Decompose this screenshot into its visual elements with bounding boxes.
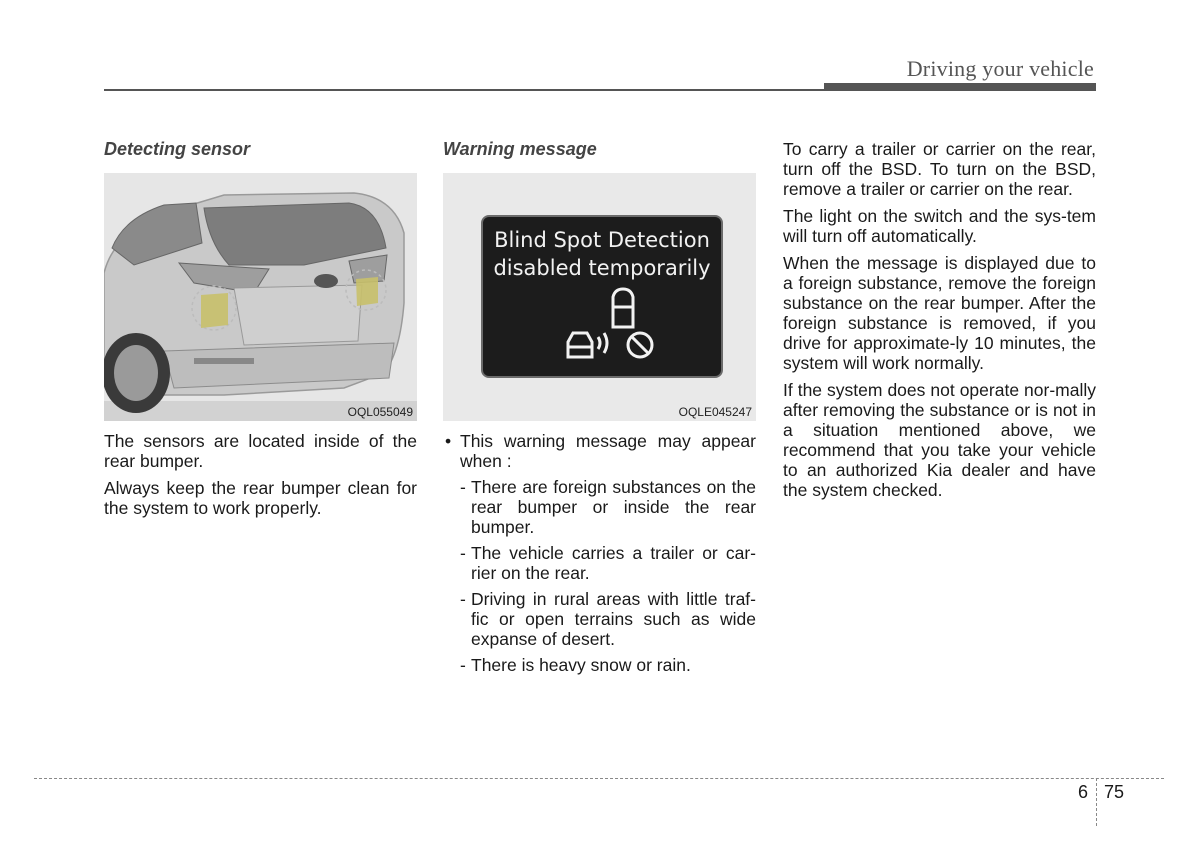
sub-item [443,655,756,675]
car-rear-illustration [104,173,417,421]
sub-item [443,477,756,537]
footer-rule [34,778,1164,779]
dash-icon: - [460,477,466,497]
dash-icon: - [460,589,466,609]
figure-code: OQL055049 [347,405,413,419]
section-heading-detecting-sensor: Detecting sensor [104,139,251,159]
warning-screen-line2: disabled temporarily [493,256,711,280]
middle-text [443,431,756,675]
column-right-text [783,139,1096,507]
header-rule [104,89,1096,91]
bsd-vehicle-icon [483,287,721,377]
column-warning-message [443,139,756,681]
left-text [104,431,417,518]
paragraph: The sensors are located inside of the rear bumper. [104,431,417,471]
paragraph: To carry a trailer or carrier on the rear, turn off the BSD. To turn on the BSD, remove a trailer or carrier on the rear. [783,139,1096,199]
paragraph: If the system does not operate nor-mally after removing the substance or is not in a situation mentioned above, we recommend that you take your vehicle to an authorized Kia dealer and have the system checked. [783,380,1096,500]
column-detecting-sensor [104,139,417,525]
dash-icon: - [460,655,466,675]
footer-divider [1096,778,1097,826]
sub-item-text: The vehicle carries a trailer or car-rier on the rear. [471,543,756,583]
sub-item-text: There are foreign substances on the rear bumper or inside the rear bumper. [471,477,756,537]
bullet-text: This warning message may appear when : [460,431,756,471]
dash-icon: - [460,543,466,563]
paragraph: When the message is displayed due to a foreign substance, remove the foreign substance on the rear bumper. After the foreign substance is removed, if you drive for approximate-ly 10 minutes, the system will work normally. [783,253,1096,373]
paragraph: Always keep the rear bumper clean for the system to work properly. [104,478,417,518]
warning-screen [481,215,723,378]
paragraph: The light on the switch and the sys-tem will turn off automatically. [783,206,1096,246]
sub-item [443,589,756,649]
bullet-item [443,431,756,471]
sub-item-text: Driving in rural areas with little traf-fic or open terrains such as wide expanse of desert. [471,589,756,649]
figure-code: OQLE045247 [678,405,752,419]
bullet-dot-icon: • [445,431,452,451]
warning-screen-line1: Blind Spot Detection [494,228,710,252]
figure-warning-display [443,173,756,421]
figure-rear-bumper-sensors [104,173,417,421]
page-number: 75 [1104,782,1125,802]
page-header-title: Driving your vehicle [906,56,1094,81]
sub-item-text: There is heavy snow or rain. [471,655,691,675]
section-number: 6 [1078,782,1089,802]
section-heading-warning-message: Warning message [443,139,597,159]
sub-item [443,543,756,583]
